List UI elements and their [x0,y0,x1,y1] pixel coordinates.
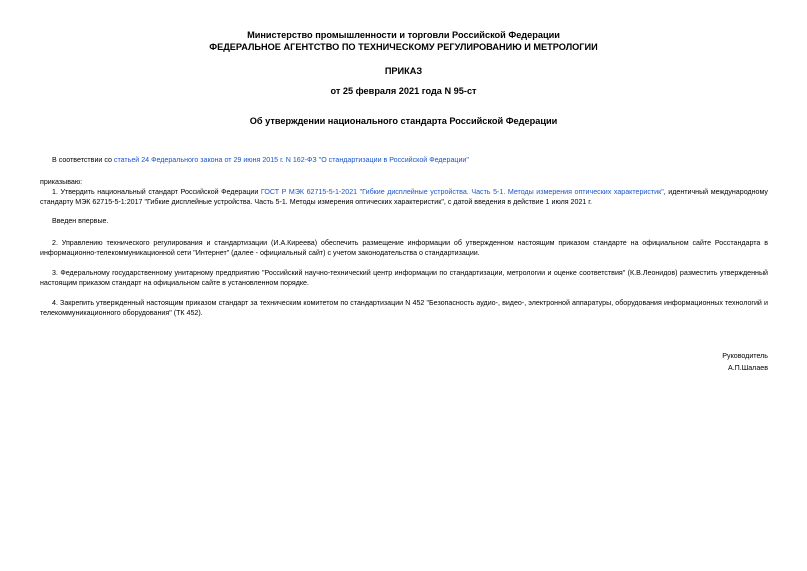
paragraph-1 [40,187,768,208]
order-word: приказываю: [40,178,83,186]
paragraph-4: 4. Закрепить утвержденный настоящим приказом стандарт за техническим комитетом по стандартизации N 452 "Безопасность аудио-, видео-, электронной аппаратуры, оборудования информационных технологий и телекоммуникационного оборудования" (ТК 452). [40,299,768,318]
ministry-heading: Министерство промышленности и торговли Российской Федерации [247,30,560,40]
paragraph-1-prefix: 1. Утвердить национальный стандарт Российской Федерации [52,188,261,196]
paragraph-3: 3. Федеральному государственному унитарному предприятию "Российский научно-технический центр информации по стандартизации, метрологии и оценке соответствия" (К.В.Леонидов) разместить утвержденный настоящим приказом стандарт на официальном сайте в установленном порядке. [40,269,768,288]
signature-title: Руководитель [722,352,768,360]
preamble-prefix: В соответствии со [52,156,114,164]
document-type: ПРИКАЗ [384,66,423,76]
paragraph-2: 2. Управлению технического регулирования и стандартизации (И.А.Киреева) обеспечить размещение информации об утвержденном настоящим приказом стандарте на официальном сайте Росстандарта в информационно-телекоммуникационной сети "Интернет" (далее - официальный сайт) с учетом законодательства о стандартизации. [40,239,768,258]
signature-name: А.П.Шалаев [727,364,768,372]
introduced-first-note: Введен впервые. [52,217,109,225]
law-link[interactable]: статьей 24 Федерального закона от 29 июня 2015 г. N 162-ФЗ "О стандартизации в Российской Федерации" [113,156,469,164]
preamble-paragraph [40,155,768,165]
agency-heading: ФЕДЕРАЛЬНОЕ АГЕНТСТВО ПО ТЕХНИЧЕСКОМУ РЕГУЛИРОВАНИЮ И МЕТРОЛОГИИ [209,42,598,52]
paragraph-1-suffix: , идентичный международному стандарту МЭК 62715-5-1:2017 "Гибкие дисплейные устройства. Часть 5-1. Методы измерения оптических характеристик", с датой введения в действие 1 июля 2021 г. [40,188,768,207]
standard-link[interactable]: ГОСТ Р МЭК 62715-5-1-2021 "Гибкие дисплейные устройства. Часть 5-1. Методы измерения оптических характеристик" [260,188,664,196]
document-subject: Об утверждении национального стандарта Российской Федерации [249,116,558,126]
document-date-number: от 25 февраля 2021 года N 95-ст [330,86,477,96]
